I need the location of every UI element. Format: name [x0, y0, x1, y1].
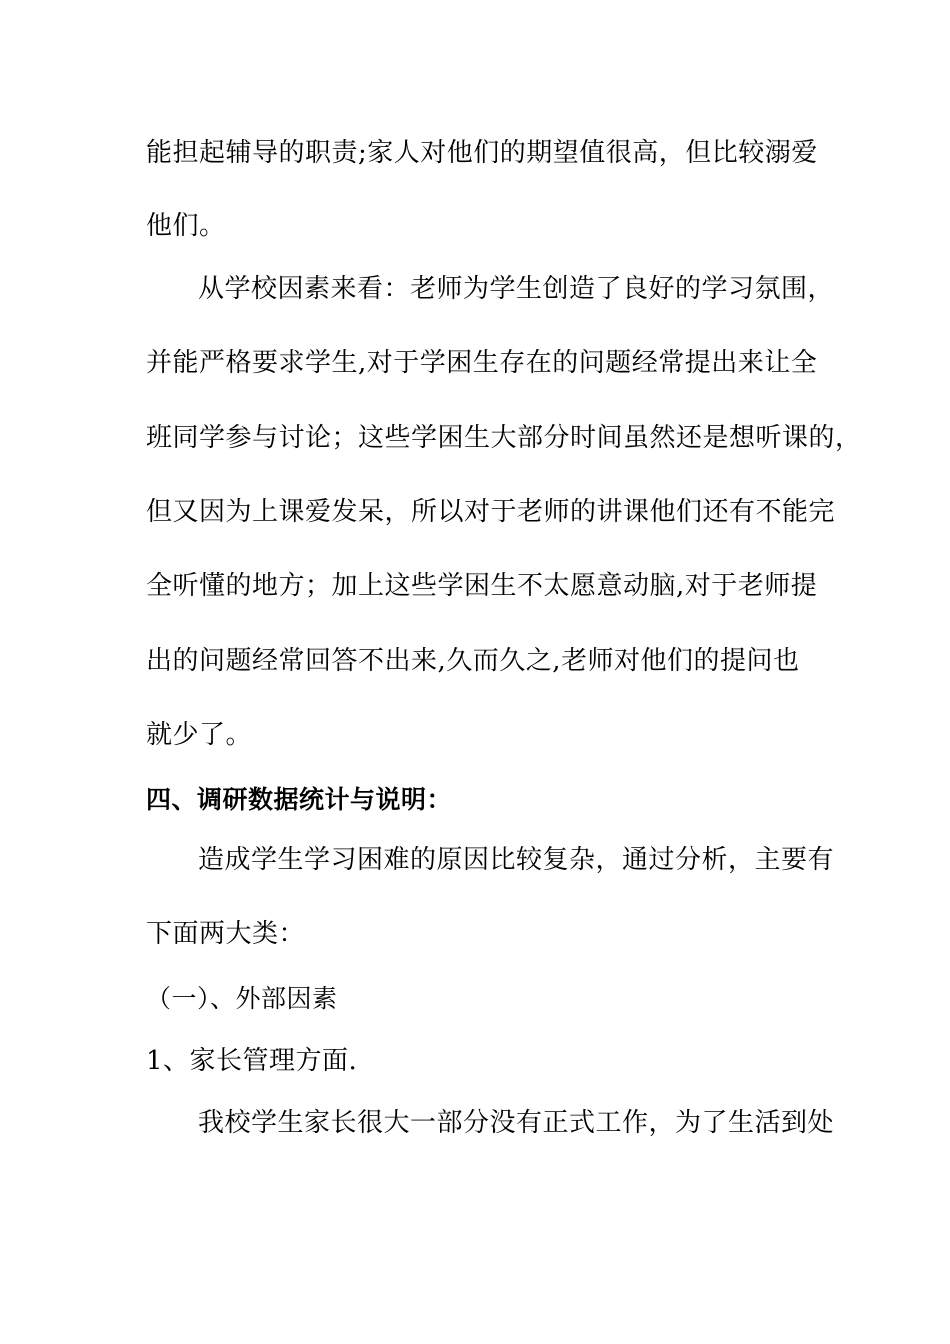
section-heading: 四、调研数据统计与说明：	[146, 785, 453, 814]
paragraph-line: 就少了。	[146, 720, 253, 750]
paragraph-line: 出的问题经常回答不出来,久而久之,老师对他们的提问也	[146, 646, 800, 676]
paragraph-line: 下面两大类：	[146, 919, 306, 949]
paragraph-line: 能担起辅导的职责;家人对他们的期望值很高，但比较溺爱	[146, 138, 818, 168]
paragraph-line: 造成学生学习困难的原因比较复杂，通过分析，主要有	[198, 845, 835, 875]
paragraph-line: 班同学参与讨论；这些学困生大部分时间虽然还是想听课的，	[146, 423, 862, 453]
paragraph-line: 全听懂的地方；加上这些学困生不太愿意动脑,对于老师提	[146, 571, 818, 601]
paragraph-line: 但又因为上课爱发呆，所以对于老师的讲课他们还有不能完	[146, 497, 836, 527]
paragraph-line: 他们。	[146, 211, 226, 241]
paragraph-line: 并能严格要求学生,对于学困生存在的问题经常提出来让全	[146, 348, 818, 378]
subsection-heading: （一）、外部因素	[146, 984, 338, 1013]
paragraph-line: 从学校因素来看：老师为学生创造了良好的学习氛围，	[198, 274, 835, 304]
paragraph-line: 我校学生家长很大一部分没有正式工作，为了生活到处	[198, 1108, 835, 1138]
item-title: 1、家长管理方面.	[146, 1046, 358, 1076]
